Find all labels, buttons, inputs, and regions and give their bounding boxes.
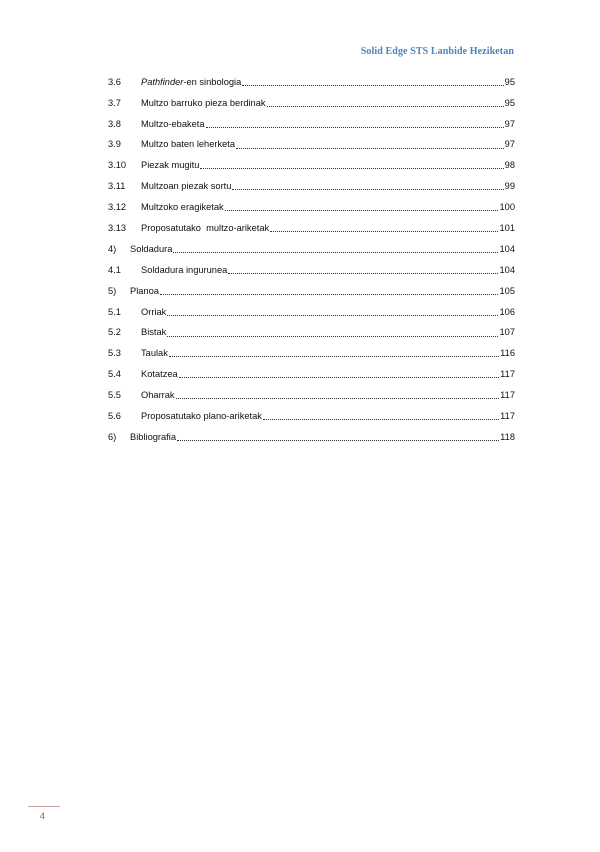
- toc-entry-5-2[interactable]: [108, 323, 515, 344]
- toc-entry-title: Multzo-ebaketa: [141, 118, 205, 129]
- toc-entry-3-9[interactable]: [108, 135, 515, 156]
- toc-entry-title: Multzoan piezak sortu: [141, 181, 232, 192]
- toc-dot-leader: [206, 126, 504, 128]
- toc-entry-4[interactable]: [108, 239, 515, 260]
- toc-entry-6[interactable]: [108, 427, 515, 448]
- toc-entry-title: Orriak: [141, 306, 167, 317]
- toc-entry-3-11[interactable]: [108, 176, 515, 197]
- toc-entry-number: 5): [108, 285, 117, 296]
- toc-entry-number: 3.11: [108, 181, 126, 192]
- toc-entry-3-7[interactable]: [108, 93, 515, 114]
- toc-entry-title: Bistak: [141, 327, 167, 338]
- page-number: 4: [40, 811, 46, 821]
- toc-entry-5-6[interactable]: [108, 406, 515, 427]
- toc-entry-title: Proposatutako multzo-ariketak: [141, 223, 270, 234]
- table-of-contents: [108, 72, 515, 448]
- toc-entry-page: 99: [504, 181, 515, 192]
- toc-entry-5-5[interactable]: [108, 385, 515, 406]
- toc-dot-leader: [267, 105, 504, 107]
- running-header: Solid Edge STS Lanbide Heziketan: [360, 46, 514, 57]
- toc-entry-5-1[interactable]: [108, 302, 515, 323]
- toc-entry-3-12[interactable]: [108, 197, 515, 218]
- toc-entry-page: 95: [504, 76, 515, 87]
- toc-entry-page: 97: [504, 139, 515, 150]
- toc-entry-title: Multzoko eragiketak: [141, 202, 224, 213]
- toc-entry-number: 4.1: [108, 264, 121, 275]
- toc-dot-leader: [179, 376, 499, 378]
- toc-entry-title: Planoa: [130, 285, 159, 296]
- toc-entry-page: 107: [499, 327, 515, 338]
- toc-entry-number: 5.6: [108, 411, 121, 422]
- toc-entry-number: 5.1: [108, 306, 121, 317]
- toc-entry-4-1[interactable]: [108, 260, 515, 281]
- toc-entry-3-13[interactable]: [108, 218, 515, 239]
- toc-entry-number: 4): [108, 243, 117, 254]
- toc-dot-leader: [242, 84, 503, 86]
- toc-entry-number: 3.13: [108, 223, 127, 234]
- toc-entry-page: 105: [499, 285, 515, 296]
- toc-entry-number: 3.6: [108, 76, 121, 87]
- toc-entry-page: 95: [504, 97, 515, 108]
- toc-entry-title: Proposatutako plano-ariketak: [141, 411, 262, 422]
- toc-entry-5[interactable]: [108, 281, 515, 302]
- toc-entry-title: [141, 78, 241, 87]
- toc-entry-3-6[interactable]: [108, 72, 515, 93]
- toc-entry-title: Bibliografia: [130, 431, 176, 442]
- toc-entry-title-rest: -en sinbologia: [183, 76, 242, 87]
- toc-entry-title: Soldadura: [130, 243, 173, 254]
- toc-entry-title: Taulak: [141, 348, 168, 359]
- toc-entry-number: 3.12: [108, 202, 127, 213]
- toc-entry-title: Piezak mugitu: [141, 160, 200, 171]
- toc-entry-number: 3.7: [108, 97, 121, 108]
- toc-entry-3-8[interactable]: [108, 114, 515, 135]
- toc-dot-leader: [225, 209, 499, 211]
- toc-dot-leader: [236, 147, 504, 149]
- toc-entry-5-3[interactable]: [108, 344, 515, 365]
- toc-entry-number: 5.4: [108, 369, 121, 380]
- toc-entry-page: 117: [500, 411, 515, 422]
- toc-dot-leader: [167, 335, 498, 337]
- toc-dot-leader: [200, 167, 503, 169]
- toc-entry-page: 106: [499, 306, 515, 317]
- toc-entry-number: 3.10: [108, 160, 127, 171]
- toc-entry-3-10[interactable]: [108, 156, 515, 177]
- toc-entry-page: 116: [500, 348, 515, 359]
- toc-entry-page: 101: [499, 223, 515, 234]
- toc-dot-leader: [160, 293, 499, 295]
- toc-entry-page: 104: [499, 243, 515, 254]
- toc-entry-page: 118: [500, 431, 515, 442]
- toc-dot-leader: [263, 418, 499, 420]
- toc-entry-number: 3.8: [108, 118, 121, 129]
- toc-dot-leader: [232, 188, 503, 190]
- toc-entry-title: Oharrak: [141, 390, 175, 401]
- toc-entry-title: Multzo baten leherketa: [141, 139, 236, 150]
- toc-dot-leader: [270, 230, 498, 232]
- toc-entry-title: Multzo barruko pieza berdinak: [141, 97, 266, 108]
- toc-dot-leader: [169, 355, 499, 357]
- footer-rule: [28, 806, 60, 807]
- toc-entry-title: Kotatzea: [141, 369, 178, 380]
- toc-entry-title-italic: Pathfinder: [141, 76, 184, 87]
- toc-entry-page: 100: [499, 202, 515, 213]
- toc-dot-leader: [228, 272, 498, 274]
- toc-entry-page: 117: [500, 369, 515, 380]
- toc-dot-leader: [177, 439, 499, 441]
- toc-dot-leader: [167, 314, 498, 316]
- toc-entry-number: 5.5: [108, 390, 121, 401]
- toc-dot-leader: [176, 397, 500, 399]
- toc-entry-page: 117: [500, 390, 515, 401]
- toc-entry-title: Soldadura ingurunea: [141, 264, 228, 275]
- toc-entry-page: 98: [504, 160, 515, 171]
- toc-entry-page: 104: [499, 264, 515, 275]
- toc-entry-number: 3.9: [108, 139, 121, 150]
- toc-entry-number: 5.2: [108, 327, 121, 338]
- toc-entry-number: 6): [108, 431, 117, 442]
- toc-entry-number: 5.3: [108, 348, 121, 359]
- toc-entry-page: 97: [504, 118, 515, 129]
- toc-entry-5-4[interactable]: [108, 364, 515, 385]
- toc-dot-leader: [173, 251, 498, 253]
